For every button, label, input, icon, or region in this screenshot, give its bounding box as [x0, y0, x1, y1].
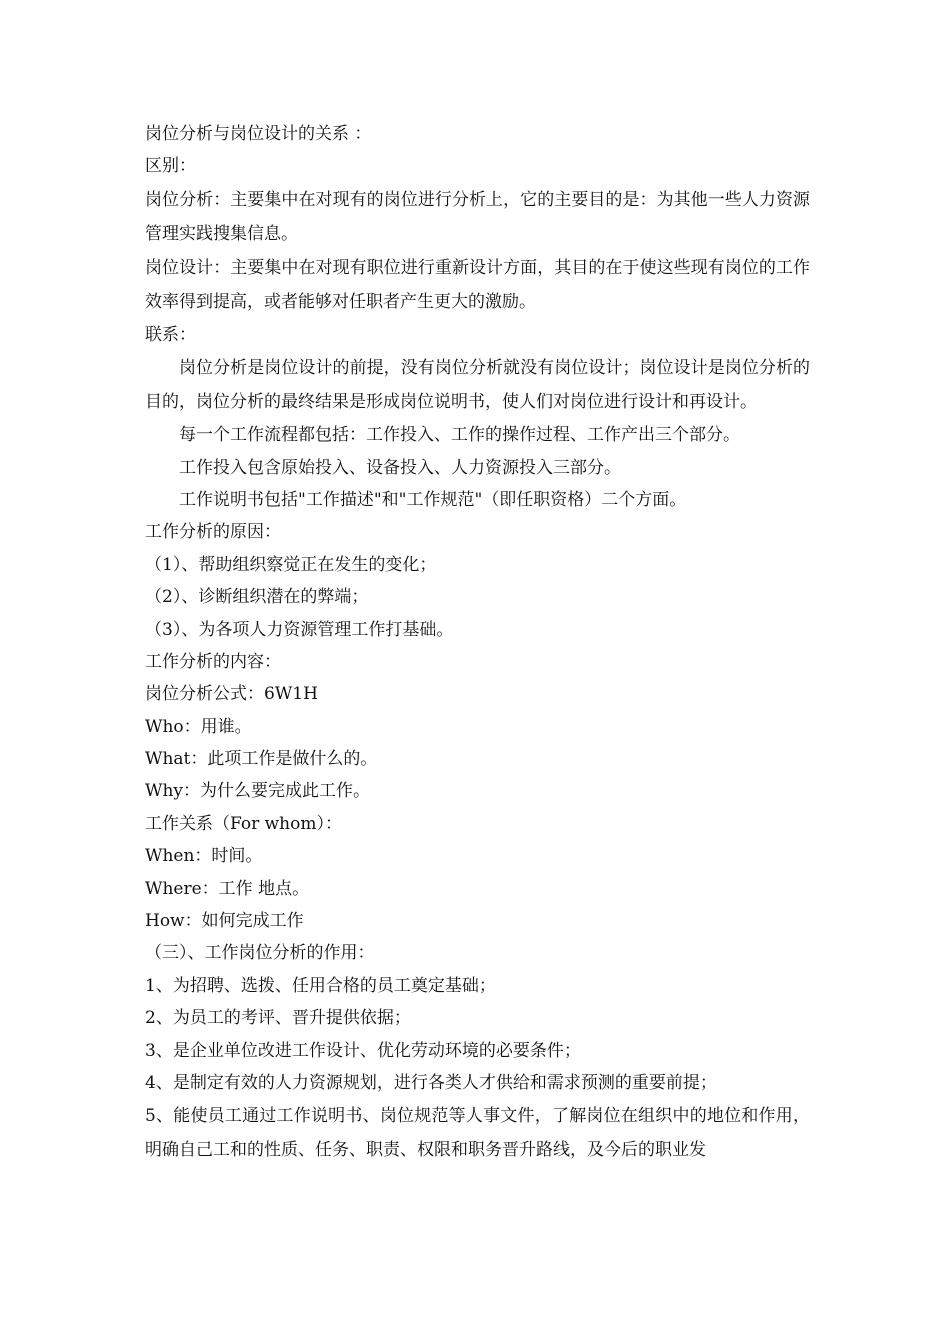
list-item: 4、是制定有效的人力资源规划，进行各类人才供给和需求预测的重要前提； [145, 1072, 717, 1093]
list-item: 3、是企业单位改进工作设计、优化劳动环境的必要条件； [145, 1040, 581, 1061]
list-item: 2、为员工的考评、晋升提供依据； [145, 1008, 411, 1029]
list-item: 1、为招聘、选拨、任用合格的员工奠定基础； [145, 975, 496, 996]
list-item-why: Why：为什么要完成此工作。 [145, 781, 371, 802]
list-item: （3）、为各项人力资源管理工作打基础。 [145, 619, 454, 640]
paragraph-relation: 岗位分析是岗位设计的前提，没有岗位分析就没有岗位设计；岗位设计是岗位分析的目的，岗位分析的最终结果是形成岗位说明书，使人们对岗位进行设计和再设计。 [145, 358, 810, 413]
paragraph-job-design: 岗位设计：主要集中在对现有职位进行重新设计方面，其目的在于使这些现有岗位的工作效率得到提高，或者能够对任职者产生更大的激励。 [145, 257, 810, 312]
sub-heading-difference: 区别： [145, 156, 196, 177]
list-item: 5、能使员工通过工作说明书、岗位规范等人事文件，了解岗位在组织中的地位和作用，明确自己工和的性质、任务、职责、权限和职务晋升路线，及今后的职业发 [145, 1106, 810, 1161]
list-item-where: Where：工作 地点。 [145, 878, 310, 899]
list-item-who: Who：用谁。 [145, 716, 252, 737]
heading-functions: （三）、工作岗位分析的作用： [145, 943, 375, 964]
section-heading: 岗位分析与岗位设计的关系 ： [145, 124, 372, 144]
list-item-how: How：如何完成工作 [145, 911, 304, 932]
heading-content: 工作分析的内容： [145, 651, 281, 672]
formula-line: 岗位分析公式：6W1H [145, 684, 318, 705]
paragraph-job-analysis: 岗位分析：主要集中在对现有的岗位进行分析上，它的主要目的是：为其他一些人力资源管理实践搜集信息。 [145, 189, 810, 244]
paragraph-workflow: 每一个工作流程都包括：工作投入、工作的操作过程、工作产出三个部分。 [179, 425, 740, 446]
sub-heading-relation: 联系： [145, 324, 196, 345]
paragraph-job-description: 工作说明书包括"工作描述"和"工作规范"（即任职资格）二个方面。 [179, 489, 687, 510]
list-item: （1）、帮助组织察觉正在发生的变化； [145, 554, 437, 575]
heading-reasons: 工作分析的原因： [145, 522, 281, 543]
list-item-what: What：此项工作是做什么的。 [145, 749, 378, 770]
list-item-for-whom: 工作关系（For whom）： [145, 813, 342, 834]
list-item-when: When：时间。 [145, 846, 263, 867]
paragraph-work-input: 工作投入包含原始投入、设备投入、人力资源投入三部分。 [179, 457, 621, 478]
list-item: （2）、诊断组织潜在的弊端； [145, 587, 369, 608]
document-body [145, 118, 810, 1167]
